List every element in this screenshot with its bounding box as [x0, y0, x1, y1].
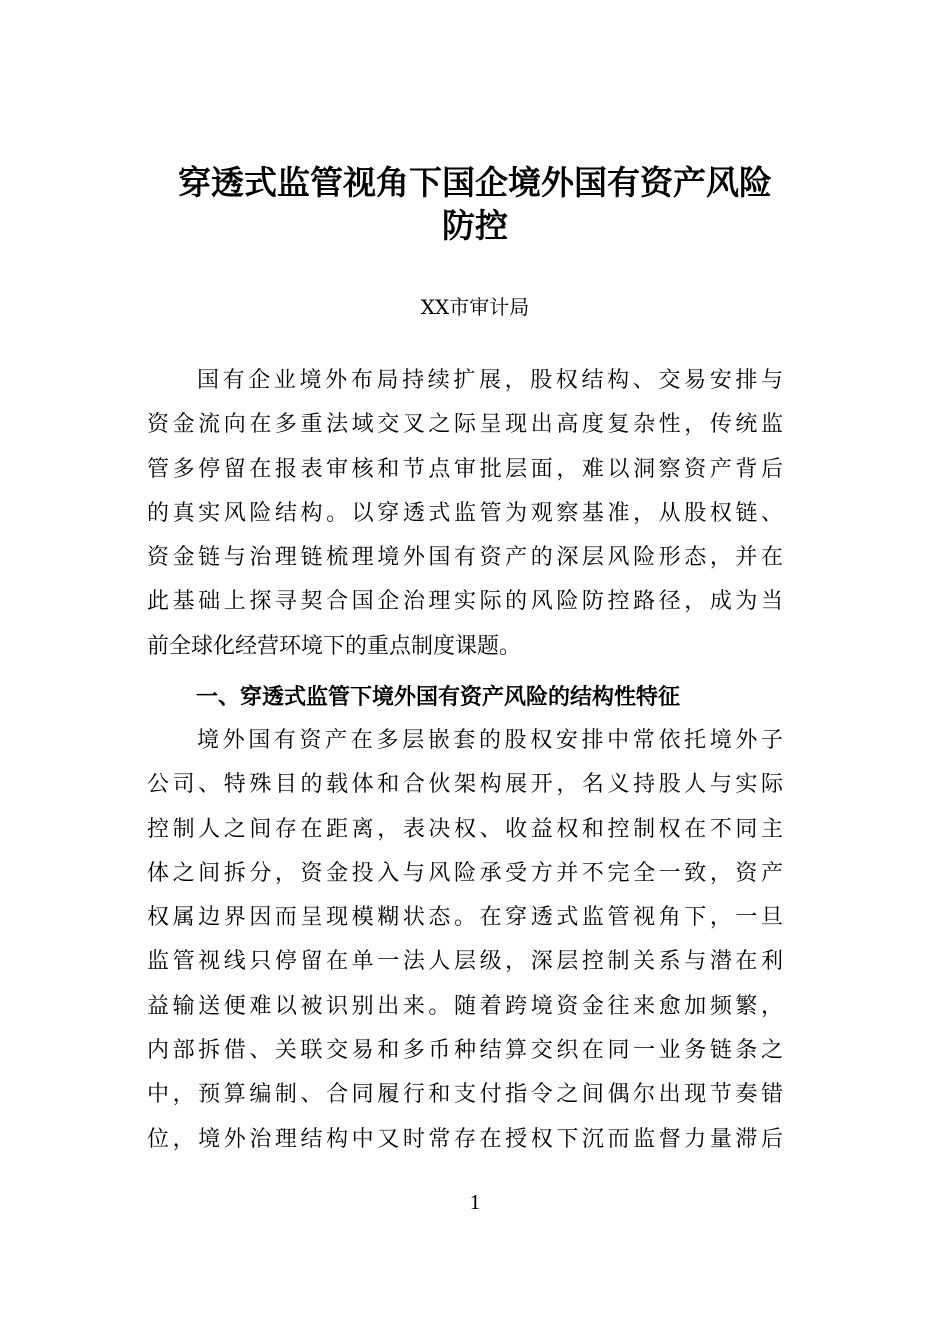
document-author: XX市审计局 — [420, 295, 530, 319]
text-line: 监管视线只停留在单一法人层级，深层控制关系与潜在利 — [147, 949, 783, 975]
text-line: 国有企业境外布局持续扩展，股权结构、交易安排与 — [197, 368, 783, 393]
text-line: 权属边界因而呈现模糊状态。在穿透式监管视角下，一旦 — [147, 905, 783, 931]
text-line: 中，预算编制、合同履行和支付指令之间偶尔出现节奏错 — [147, 1082, 783, 1108]
text-line: 公司、特殊目的载体和合伙架构展开，名义持股人与实际 — [147, 772, 783, 798]
text-line: 管多停留在报表审核和节点审批层面，难以洞察资产背后 — [147, 456, 783, 482]
text-line: 控制人之间存在距离，表决权、收益权和控制权在不同主 — [147, 816, 783, 842]
text-line: 益输送便难以被识别出来。随着跨境资金往来愈加频繁， — [147, 993, 783, 1019]
text-line: 前全球化经营环境下的重点制度课题。 — [147, 633, 522, 659]
text-line: 位，境外治理结构中又时常存在授权下沉而监督力量滞后 — [147, 1126, 783, 1152]
text-line: 资金流向在多重法域交叉之际呈现出高度复杂性，传统监 — [147, 412, 783, 438]
document-title-line-2: 防控 — [442, 206, 508, 245]
text-line: 的真实风险结构。以穿透式监管为观察基准，从股权链、 — [147, 500, 783, 526]
text-line: 内部拆借、关联交易和多币种结算交织在同一业务链条之 — [147, 1038, 783, 1064]
paragraph-intro — [147, 359, 783, 669]
text-line: 资金链与治理链梳理境外国有资产的深层风险形态，并在 — [147, 545, 783, 571]
text-line: 境外国有资产在多层嵌套的股权安排中常依托境外子 — [197, 728, 783, 753]
page-number: 1 — [469, 1190, 481, 1214]
paragraph-section1 — [147, 719, 783, 1162]
section-heading: 一、穿透式监管下境外国有资产风险的结构性特征 — [196, 684, 681, 710]
text-line: 此基础上探寻契合国企治理实际的风险防控路径，成为当 — [147, 589, 783, 615]
document-title-line-1: 穿透式监管视角下国企境外国有资产风险 — [178, 163, 772, 202]
text-line: 体之间拆分，资金投入与风险承受方并不完全一致，资产 — [147, 860, 783, 886]
